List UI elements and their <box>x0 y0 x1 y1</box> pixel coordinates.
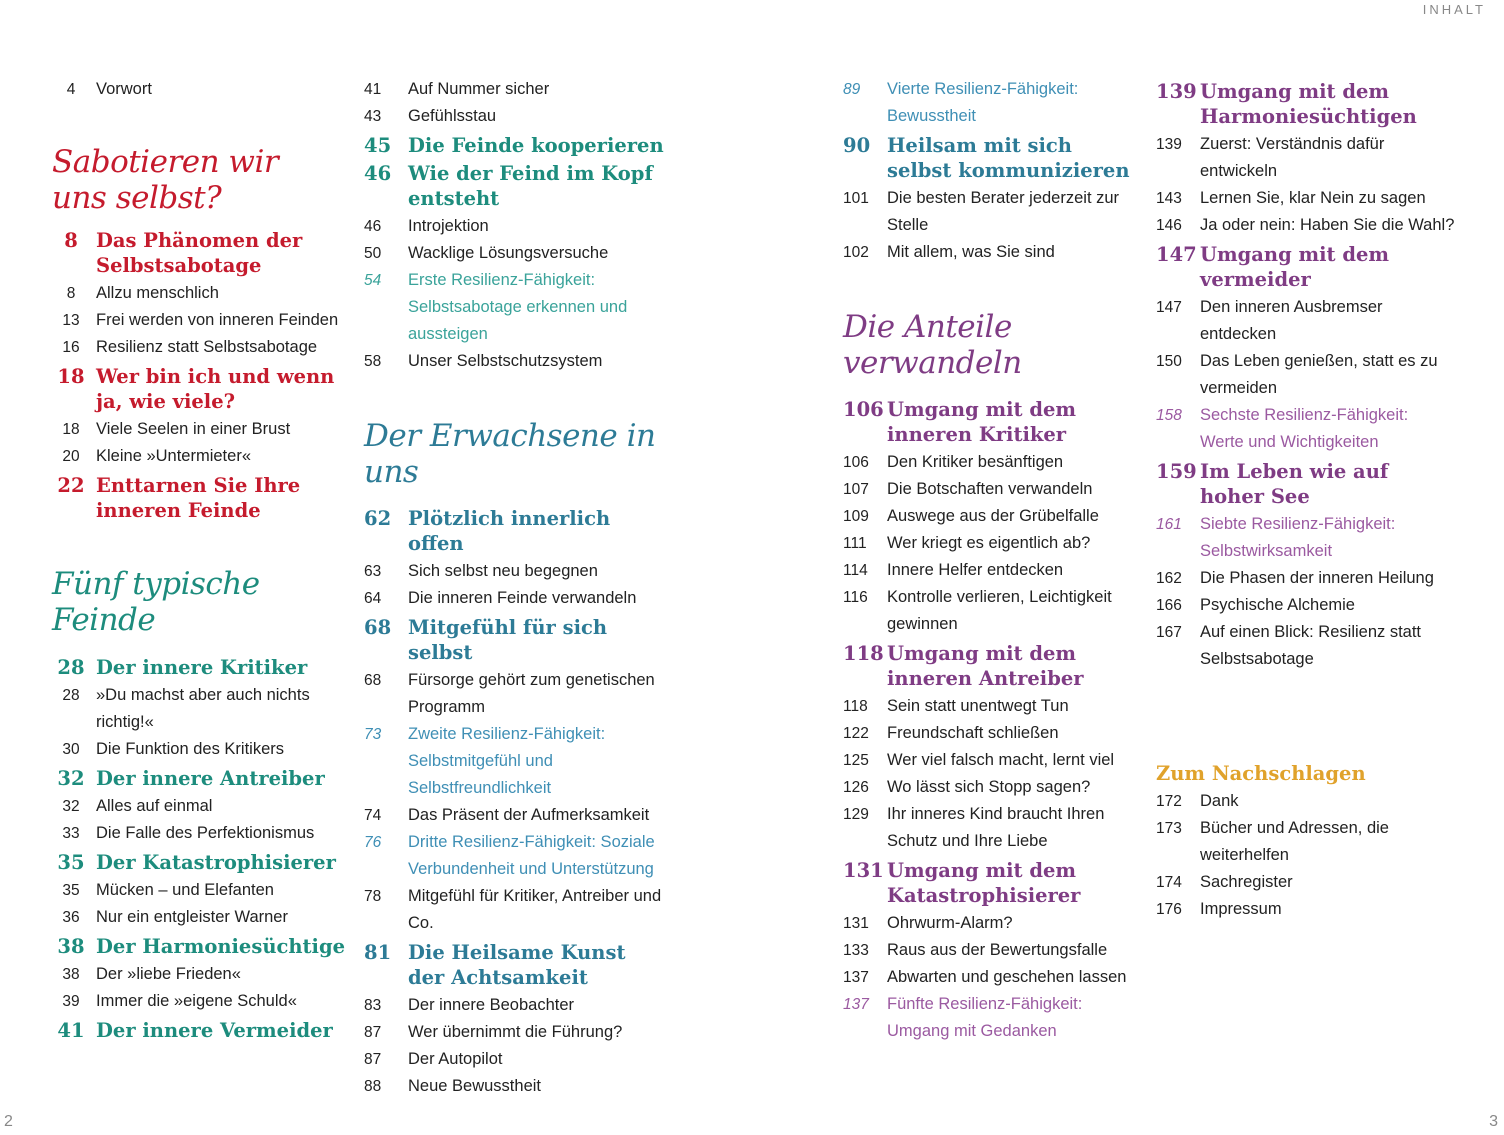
toc-entry[interactable] <box>364 213 664 240</box>
toc-entry[interactable] <box>52 961 347 988</box>
toc-column-2 <box>364 76 664 1100</box>
entry-title: Ja oder nein: Haben Sie die Wahl? <box>1200 216 1455 234</box>
toc-chapter-entry[interactable] <box>364 615 664 665</box>
page-number: 106 <box>843 454 869 472</box>
page-number: 32 <box>57 766 85 790</box>
entry-title: Der Katastrophisierer <box>96 850 336 874</box>
toc-entry[interactable] <box>1156 896 1456 923</box>
entry-title: Enttarnen Sie Ihre inneren Feinde <box>96 474 301 523</box>
entry-title: Kontrolle verlieren, Leichtigkeit gewinnen <box>887 588 1112 634</box>
entry-title: Introjektion <box>408 217 489 235</box>
toc-list <box>52 228 347 523</box>
page-number: 139 <box>1156 80 1197 103</box>
toc-resilience-entry[interactable] <box>1156 402 1456 456</box>
toc-entry[interactable] <box>1156 131 1456 185</box>
page-number: 109 <box>843 508 869 526</box>
entry-title: Der Autopilot <box>408 1050 503 1069</box>
entry-title: Wie der Feind im Kopf entsteht <box>408 162 653 210</box>
page-number: 125 <box>843 752 869 770</box>
toc-entry[interactable] <box>52 820 347 847</box>
toc-list <box>843 76 1143 266</box>
page-number: 18 <box>57 365 85 389</box>
entry-title: Gefühlsstau <box>408 107 497 125</box>
page-number: 114 <box>843 562 868 580</box>
toc-entry[interactable] <box>364 558 664 585</box>
toc-chapter-entry[interactable] <box>1156 459 1456 509</box>
entry-title: Vorwort <box>96 80 152 98</box>
page-number: 162 <box>1156 570 1182 587</box>
entry-title: Ihr inneres Kind braucht Ihren Schutz und Ihre Liebe <box>887 805 1105 851</box>
toc-chapter-entry[interactable] <box>52 655 347 680</box>
page-number: 76 <box>364 834 382 852</box>
toc-column-1 <box>52 76 347 1045</box>
page-number-right: 3 <box>1489 1113 1498 1130</box>
page-number: 30 <box>62 740 80 758</box>
page-number: 118 <box>843 642 884 666</box>
page-number: 159 <box>1156 460 1197 483</box>
page-number: 116 <box>843 589 868 607</box>
section-title-line: Sabotieren wir <box>52 144 279 180</box>
page-number: 173 <box>1156 820 1182 837</box>
entry-title: Vierte Resilienz-Fähigkeit: Bewusstheit <box>887 80 1079 125</box>
entry-title: Umgang mit dem inneren Kritiker <box>887 398 1077 447</box>
entry-title: Die Heilsame Kunst der Achtsamkeit <box>408 941 626 990</box>
toc-entry[interactable] <box>1156 592 1456 619</box>
toc-entry[interactable] <box>364 1046 664 1073</box>
page-number: 111 <box>843 535 867 553</box>
page-number: 22 <box>57 474 85 498</box>
toc-entry[interactable] <box>843 503 1143 530</box>
entry-title: Psychische Alchemie <box>1200 596 1355 614</box>
section-title-erwachsene: Der Erwachsene in uns <box>364 418 656 490</box>
entry-title: Die besten Berater jederzeit zur Stelle <box>887 189 1120 234</box>
toc-entry[interactable] <box>52 904 347 931</box>
toc-entry[interactable] <box>843 239 1143 266</box>
toc-entry[interactable] <box>364 883 664 937</box>
entry-title: Die Feinde kooperieren <box>408 134 664 157</box>
entry-title: Alles auf einmal <box>96 796 213 815</box>
page-number: 106 <box>843 398 884 422</box>
toc-entry[interactable] <box>52 416 347 443</box>
entry-title: Wer viel falsch macht, lernt viel <box>887 751 1115 770</box>
toc-entry[interactable] <box>843 584 1143 638</box>
toc-entry[interactable] <box>843 693 1143 720</box>
entry-title: Der innere Beobachter <box>408 996 575 1015</box>
page-number: 158 <box>1156 407 1182 424</box>
page-number: 73 <box>364 726 382 744</box>
page-number: 46 <box>364 162 392 185</box>
entry-title: Dank <box>1200 792 1239 810</box>
toc-chapter-entry[interactable] <box>52 364 347 414</box>
page-number: 28 <box>62 686 80 704</box>
toc-chapter-entry[interactable] <box>52 766 347 791</box>
entry-title: Wer kriegt es eigentlich ab? <box>887 534 1091 553</box>
toc-entry[interactable] <box>1156 212 1456 239</box>
page-number: 46 <box>364 218 382 235</box>
entry-title: Unser Selbstschutzsystem <box>408 352 603 370</box>
page-number: 18 <box>62 421 80 439</box>
toc-entry-vorwort[interactable] <box>52 76 347 103</box>
toc-resilience-entry[interactable] <box>364 829 664 883</box>
toc-list <box>364 76 664 375</box>
entry-title: Der innere Vermeider <box>96 1018 333 1042</box>
entry-title: Zuerst: Verständnis dafür entwickeln <box>1200 135 1385 180</box>
entry-title: Siebte Resilienz-Fähigkeit: Selbstwirksamkeit <box>1200 515 1396 560</box>
page-number: 4 <box>66 81 76 98</box>
page-number: 74 <box>364 807 382 825</box>
entry-title: »Du machst aber auch nichts richtig!« <box>96 685 310 731</box>
section-title-line: uns selbst? <box>52 179 222 216</box>
page-number: 50 <box>364 245 382 262</box>
page-number: 166 <box>1156 597 1182 614</box>
page-number: 90 <box>843 134 871 157</box>
entry-title: Den Kritiker besänftigen <box>887 453 1064 472</box>
page-number: 172 <box>1156 793 1182 810</box>
toc-entry[interactable] <box>1156 619 1456 673</box>
entry-title: Umgang mit dem vermeider <box>1200 243 1390 291</box>
entry-title: Das Phänomen der Selbstsabotage <box>96 229 303 278</box>
toc-entry[interactable] <box>364 1073 664 1100</box>
toc-entry[interactable] <box>1156 294 1456 348</box>
section-heading-nachschlagen: Zum Nachschlagen <box>1156 762 1366 785</box>
entry-title: Raus aus der Bewertungsfalle <box>887 941 1108 960</box>
toc-resilience-entry[interactable] <box>364 721 664 802</box>
entry-title: Lernen Sie, klar Nein zu sagen <box>1200 189 1426 207</box>
page-number: 87 <box>364 1024 382 1042</box>
page-number: 38 <box>62 965 80 983</box>
page-number: 133 <box>843 942 869 960</box>
entry-title: Erste Resilienz-Fähigkeit: Selbstsabotage erkennen und aussteigen <box>408 271 628 343</box>
toc-entry[interactable] <box>52 682 347 736</box>
entry-title: Kleine »Untermieter« <box>96 447 251 466</box>
page-number: 147 <box>1156 299 1182 316</box>
entry-title: Sachregister <box>1200 873 1293 891</box>
entry-title: Sich selbst neu begegnen <box>408 562 598 581</box>
entry-title: Mücken – und Elefanten <box>96 880 274 899</box>
toc-entry[interactable] <box>52 307 347 334</box>
section-title-sabotieren <box>52 145 347 216</box>
entry-title: Der »liebe Frieden« <box>96 964 241 983</box>
page-number: 41 <box>364 81 382 98</box>
toc-entry[interactable] <box>364 103 664 130</box>
entry-title: Auswege aus der Grübelfalle <box>887 507 1099 526</box>
running-header: INHALT <box>1422 2 1486 17</box>
toc-chapter-entry[interactable] <box>1156 242 1456 292</box>
entry-title: Umgang mit dem Harmoniesüchtigen <box>1200 80 1417 128</box>
entry-title: Sechste Resilienz-Fähigkeit: Werte und Wichtigkeiten <box>1200 406 1409 451</box>
toc-resilience-entry[interactable] <box>364 267 664 348</box>
page-number: 16 <box>62 339 80 357</box>
entry-title: Fürsorge gehört zum genetischen Programm <box>408 671 655 717</box>
toc-list <box>52 655 347 1043</box>
entry-title: Die Falle des Perfektionismus <box>96 823 315 842</box>
toc-chapter-entry[interactable] <box>364 133 664 158</box>
toc-chapter-entry[interactable] <box>1156 79 1456 129</box>
page-number: 126 <box>843 779 869 797</box>
entry-title: Wer bin ich und wenn ja, wie viele? <box>96 365 335 414</box>
entry-title: Mitgefühl für sich selbst <box>408 616 608 665</box>
entry-title: Der Harmoniesüchtige <box>96 934 346 958</box>
entry-title: Dritte Resilienz-Fähigkeit: Soziale Verbundenheit und Unterstützung <box>408 833 655 879</box>
toc-entry[interactable] <box>1156 869 1456 896</box>
toc-chapter-entry[interactable] <box>52 1018 347 1043</box>
toc-entry[interactable] <box>843 964 1143 991</box>
entry-title: Impressum <box>1200 900 1282 918</box>
toc-chapter-entry[interactable] <box>52 934 347 959</box>
page-number: 28 <box>57 655 85 679</box>
page-number: 39 <box>62 992 80 1010</box>
toc-entry[interactable] <box>843 937 1143 964</box>
toc-entry[interactable] <box>1156 565 1456 592</box>
entry-title: Die Funktion des Kritikers <box>96 739 284 758</box>
entry-title: Allzu menschlich <box>96 284 219 303</box>
page-number: 150 <box>1156 353 1182 370</box>
toc-entry[interactable] <box>843 185 1143 239</box>
toc-chapter-entry[interactable] <box>364 506 664 556</box>
toc-entry[interactable] <box>843 449 1143 476</box>
page-number: 118 <box>843 698 868 716</box>
toc-entry[interactable] <box>52 280 347 307</box>
toc-chapter-entry[interactable] <box>52 473 347 523</box>
entry-title: Der innere Antreiber <box>96 766 325 790</box>
page-number: 32 <box>62 797 80 815</box>
toc-list <box>843 397 1143 1045</box>
entry-title: Sein statt unentwegt Tun <box>887 697 1069 716</box>
toc-entry[interactable] <box>52 793 347 820</box>
entry-title: Immer die »eigene Schuld« <box>96 991 297 1010</box>
page-number: 89 <box>843 81 861 98</box>
page-number: 88 <box>364 1078 382 1096</box>
toc-entry[interactable] <box>364 348 664 375</box>
toc-column-4 <box>1156 76 1456 923</box>
entry-title: Ohrwurm-Alarm? <box>887 914 1013 933</box>
entry-title: Innere Helfer entdecken <box>887 561 1064 580</box>
toc-entry[interactable] <box>843 720 1143 747</box>
page-number: 139 <box>1156 136 1182 153</box>
page-number: 63 <box>364 563 382 581</box>
toc-chapter-entry[interactable] <box>843 858 1143 908</box>
toc-entry[interactable] <box>843 801 1143 855</box>
toc-chapter-entry[interactable] <box>52 228 347 278</box>
page-number: 8 <box>64 229 78 253</box>
page-number: 161 <box>1156 516 1182 533</box>
toc-list <box>1156 788 1456 923</box>
page-number: 174 <box>1156 874 1182 891</box>
toc-entry[interactable] <box>364 76 664 103</box>
entry-title: Die Botschaften verwandeln <box>887 480 1093 499</box>
page-number: 176 <box>1156 901 1182 918</box>
toc-chapter-entry[interactable] <box>843 641 1143 691</box>
toc-entry[interactable] <box>52 877 347 904</box>
entry-title: Neue Bewusstheit <box>408 1077 541 1096</box>
toc-list <box>364 506 664 1100</box>
page-number: 167 <box>1156 624 1182 641</box>
page-number: 8 <box>66 285 76 303</box>
page-number: 137 <box>843 969 869 987</box>
entry-title: Wo lässt sich Stopp sagen? <box>887 778 1091 797</box>
entry-title: Viele Seelen in einer Brust <box>96 420 291 439</box>
page-number: 35 <box>62 881 80 899</box>
toc-entry[interactable] <box>1156 348 1456 402</box>
toc-chapter-entry[interactable] <box>843 397 1143 447</box>
entry-title: Resilienz statt Selbstsabotage <box>96 338 318 357</box>
toc-resilience-entry[interactable] <box>843 76 1143 130</box>
toc-entry[interactable] <box>364 667 664 721</box>
page-number: 122 <box>843 725 869 743</box>
page-number: 54 <box>364 272 382 289</box>
page-number: 146 <box>1156 217 1182 234</box>
page-number: 101 <box>843 190 869 207</box>
entry-title: Die inneren Feinde verwandeln <box>408 589 637 608</box>
entry-title: Fünfte Resilienz-Fähigkeit: Umgang mit Gedanken <box>887 995 1083 1041</box>
toc-entry[interactable] <box>364 585 664 612</box>
toc-entry[interactable] <box>364 992 664 1019</box>
toc-entry[interactable] <box>52 988 347 1015</box>
toc-resilience-entry[interactable] <box>1156 511 1456 565</box>
entry-title: Umgang mit dem Katastrophisierer <box>887 859 1081 908</box>
toc-entry[interactable] <box>1156 788 1456 815</box>
page-number: 87 <box>364 1051 382 1069</box>
page-number: 129 <box>843 806 869 824</box>
entry-title: Das Präsent der Aufmerksamkeit <box>408 806 650 825</box>
toc-chapter-entry[interactable] <box>364 940 664 990</box>
entry-title: Das Leben genießen, statt es zu vermeiden <box>1200 352 1438 397</box>
page-number: 137 <box>843 996 869 1014</box>
entry-title: Wacklige Lösungsversuche <box>408 244 609 262</box>
page-number: 36 <box>62 908 80 926</box>
page-number: 131 <box>843 915 869 933</box>
toc-entry[interactable] <box>843 530 1143 557</box>
section-title-feinde: Fünf typische Feinde <box>52 566 260 638</box>
toc-chapter-entry[interactable] <box>843 133 1143 183</box>
toc-entry[interactable] <box>364 1019 664 1046</box>
toc-entry[interactable] <box>843 910 1143 937</box>
page-number: 35 <box>57 850 85 874</box>
entry-title: Im Leben wie auf hoher See <box>1200 460 1389 508</box>
page-number: 43 <box>364 108 382 125</box>
page-number: 58 <box>364 353 382 370</box>
entry-title: Frei werden von inneren Feinden <box>96 311 339 330</box>
toc-entry[interactable] <box>364 802 664 829</box>
page-number: 13 <box>62 312 80 330</box>
page-number: 62 <box>364 507 392 531</box>
toc-resilience-entry[interactable] <box>843 991 1143 1045</box>
toc-entry[interactable] <box>843 476 1143 503</box>
entry-title: Auf Nummer sicher <box>408 80 550 98</box>
page-number: 131 <box>843 859 884 883</box>
entry-title: Der innere Kritiker <box>96 655 308 679</box>
page-number: 83 <box>364 997 382 1015</box>
entry-title: Den inneren Ausbremser entdecken <box>1200 298 1383 343</box>
entry-title: Mit allem, was Sie sind <box>887 243 1055 261</box>
entry-title: Bücher und Adressen, die weiterhelfen <box>1200 819 1389 864</box>
page-number: 107 <box>843 481 869 499</box>
entry-title: Zweite Resilienz-Fähigkeit: Selbstmitgefühl und Selbstfreundlichkeit <box>408 725 606 798</box>
toc-entry[interactable] <box>364 240 664 267</box>
toc-entry[interactable] <box>52 443 347 470</box>
toc-column-3 <box>843 76 1143 1045</box>
toc-entry[interactable] <box>843 557 1143 584</box>
page-number: 41 <box>57 1018 85 1042</box>
toc-chapter-entry[interactable] <box>52 850 347 875</box>
toc-chapter-entry[interactable] <box>364 161 664 211</box>
page-number: 68 <box>364 616 392 640</box>
page-number: 20 <box>62 448 80 466</box>
entry-title: Auf einen Blick: Resilienz statt Selbstsabotage <box>1200 623 1422 668</box>
page-number: 143 <box>1156 190 1182 207</box>
toc-entry[interactable] <box>1156 815 1456 869</box>
entry-title: Freundschaft schließen <box>887 724 1059 743</box>
page-number: 102 <box>843 244 869 261</box>
entry-title: Mitgefühl für Kritiker, Antreiber und Co. <box>408 887 662 933</box>
entry-title: Wer übernimmt die Führung? <box>408 1023 623 1042</box>
toc-entry[interactable] <box>52 736 347 763</box>
page-number-left: 2 <box>4 1113 13 1130</box>
entry-title: Heilsam mit sich selbst kommunizieren <box>887 134 1130 182</box>
page-number: 147 <box>1156 243 1197 266</box>
entry-title: Die Phasen der inneren Heilung <box>1200 569 1434 587</box>
toc-entry[interactable] <box>1156 185 1456 212</box>
toc-list <box>1156 79 1456 673</box>
page-number: 78 <box>364 888 382 906</box>
toc-entry[interactable] <box>52 334 347 361</box>
page-number: 64 <box>364 590 382 608</box>
page-number: 68 <box>364 672 382 690</box>
entry-title: Abwarten und geschehen lassen <box>887 968 1127 987</box>
page-number: 81 <box>364 941 392 965</box>
section-title-anteile: Die Anteile verwandeln <box>843 309 1022 381</box>
toc-entry[interactable] <box>843 774 1143 801</box>
entry-title: Umgang mit dem inneren Antreiber <box>887 642 1084 691</box>
entry-title: Plötzlich innerlich offen <box>408 507 611 556</box>
page-number: 38 <box>57 934 85 958</box>
entry-title: Nur ein entgleister Warner <box>96 907 288 926</box>
page-number: 45 <box>364 134 392 157</box>
toc-entry[interactable] <box>843 747 1143 774</box>
page-number: 33 <box>62 824 80 842</box>
